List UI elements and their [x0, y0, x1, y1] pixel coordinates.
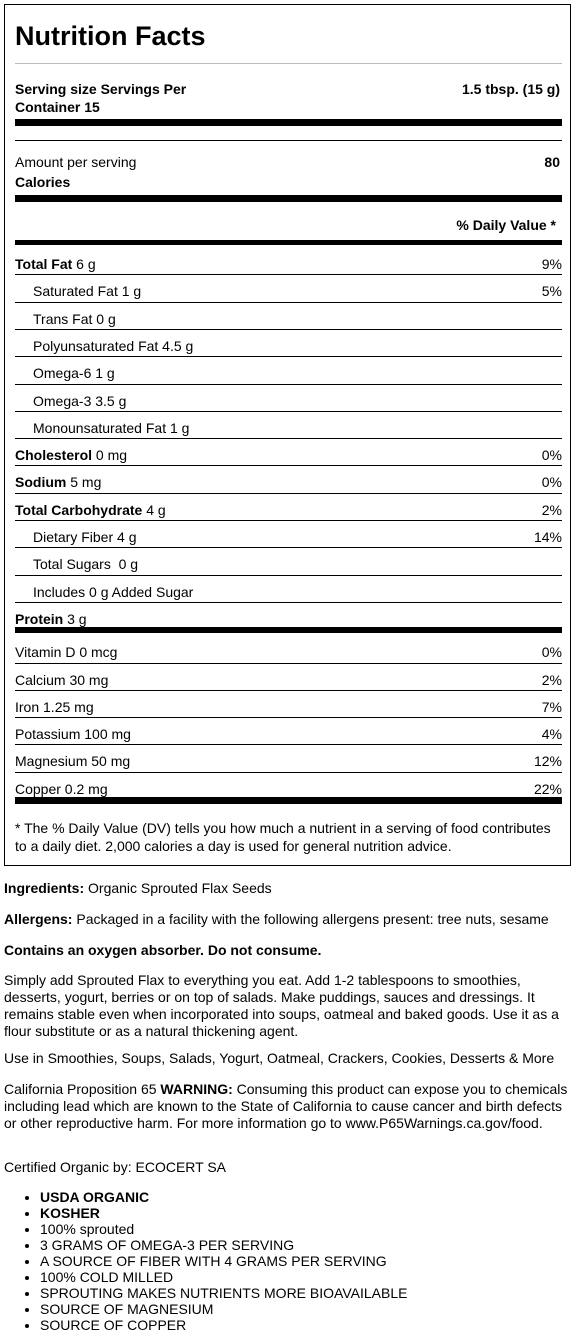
- nutrient-amount: 6 g: [72, 256, 96, 272]
- claim-item: • USDA ORGANIC: [40, 1189, 407, 1205]
- divider: [15, 302, 562, 303]
- nutrient-daily-value: 0%: [541, 644, 562, 661]
- claim-item: • 3 GRAMS OF OMEGA-3 PER SERVING: [40, 1237, 407, 1253]
- nutrient-name-bold: Cholesterol: [15, 447, 93, 464]
- nutrient-amount: 3 g: [63, 610, 87, 627]
- nutrient-name: [15, 502, 166, 518]
- divider: [15, 140, 562, 141]
- nutrient-name: [15, 611, 87, 627]
- divider: [15, 63, 562, 64]
- serving-info: Serving size Servings Per Container 15: [15, 81, 187, 115]
- claim-item: • SOURCE OF MAGNESIUM: [40, 1301, 407, 1317]
- nutrient-name: [15, 474, 101, 490]
- nutrient-daily-value: 2%: [541, 501, 562, 518]
- prop65-text: Consuming this product can expose you to chemicals including lead which are known to the State of California to cause cancer and birth defects or other reproductive harm. For more information go to www.P65Warnings.ca.gov/food.: [4, 1081, 568, 1131]
- divider: [15, 520, 562, 521]
- nutrient-daily-value: 9%: [541, 256, 562, 272]
- amount-per-serving: [15, 152, 136, 192]
- nutrient-amount: Copper 0.2 mg: [15, 780, 108, 797]
- nutrient-name: [15, 781, 108, 797]
- nutrient-amount: Includes 0 g Added Sugar: [33, 583, 194, 600]
- nutrient-amount: Monounsaturated Fat 1 g: [33, 419, 190, 436]
- thick-divider: [15, 627, 562, 633]
- prop65-notice: [4, 1081, 574, 1132]
- divider: [15, 493, 562, 494]
- nutrient-amount: Total Sugars 0 g: [33, 556, 139, 573]
- ingredients-label: Ingredients:: [4, 880, 85, 896]
- nutrient-amount: Vitamin D 0 mcg: [15, 644, 118, 661]
- allergens-text: Packaged in a facility with the following allergens present: tree nuts, sesame: [72, 911, 549, 927]
- oxygen-warning: Contains an oxygen absorber. Do not consume.: [4, 942, 322, 958]
- nutrient-daily-value: 12%: [533, 753, 562, 770]
- prop65-prefix: California Proposition 65: [4, 1081, 161, 1097]
- nutrient-name: [15, 256, 96, 272]
- divider: [15, 547, 562, 548]
- nutrient-amount: Iron 1.25 mg: [15, 698, 94, 715]
- nutrient-name: [33, 529, 136, 545]
- claim-item: • A SOURCE OF FIBER WITH 4 GRAMS PER SERVING: [40, 1253, 407, 1269]
- nutrient-daily-value: 2%: [541, 671, 562, 688]
- medium-divider: [15, 240, 562, 245]
- divider: [15, 465, 562, 466]
- claim-item: • SPROUTING MAKES NUTRIENTS MORE BIOAVAILABLE: [40, 1285, 407, 1301]
- nutrient-name: [33, 365, 115, 381]
- nutrient-amount: Omega-3 3.5 g: [33, 392, 127, 409]
- claim-item: • KOSHER: [40, 1205, 407, 1221]
- claim-item: • 100% COLD MILLED: [40, 1269, 407, 1285]
- claim-item: • 100% sprouted: [40, 1221, 407, 1237]
- divider: [15, 356, 562, 357]
- thick-divider: [15, 195, 562, 202]
- divider: [15, 690, 562, 691]
- claims-list: [4, 1189, 407, 1333]
- description: Simply add Sprouted Flax to everything you eat. Add 1-2 tablespoons to smoothies, desserts, yogurt, berries or on top of salads. Make puddings, sauces and dressings. It remains stable even when incorporated into soups, oatmeal and baked goods. Use it as a flour substitute or as a natural thickening agent.: [4, 972, 559, 1039]
- nutrient-name: [15, 753, 130, 769]
- nutrient-name: [15, 447, 127, 463]
- claim-item: • SOURCE OF COPPER: [40, 1317, 407, 1333]
- divider: [15, 438, 562, 439]
- nutrition-facts-label: [4, 4, 571, 866]
- nutrient-daily-value: 0%: [541, 474, 562, 491]
- certified-organic: Certified Organic by: ECOCERT SA: [4, 1159, 227, 1175]
- nutrient-amount: Magnesium 50 mg: [15, 753, 131, 770]
- prop65-warning: WARNING:: [160, 1081, 233, 1097]
- nutrient-name: [15, 644, 117, 660]
- allergens: [4, 911, 574, 928]
- ingredients-text: Organic Sprouted Flax Seeds: [84, 880, 272, 896]
- nutrient-name: [33, 393, 126, 409]
- divider: [15, 663, 562, 664]
- thick-divider: [15, 119, 562, 126]
- daily-value-header: % Daily Value *: [456, 217, 556, 233]
- nutrient-name-bold: Protein: [15, 610, 64, 627]
- nutrient-name: [33, 584, 193, 600]
- calories-value: 80: [544, 154, 560, 170]
- divider: [15, 602, 562, 603]
- calories-label: Calories: [15, 174, 71, 190]
- nutrient-name: [33, 311, 116, 327]
- nutrient-name: [33, 556, 138, 572]
- nutrient-amount: Saturated Fat 1 g: [33, 283, 142, 300]
- divider: [15, 274, 562, 275]
- nutrient-name-bold: Total Carbohydrate: [15, 501, 143, 518]
- nutrient-name: [15, 672, 108, 688]
- nutrient-daily-value: 4%: [541, 726, 562, 743]
- nutrient-daily-value: 5%: [541, 283, 562, 300]
- divider: [15, 384, 562, 385]
- nutrient-amount: 5 mg: [66, 474, 102, 491]
- divider: [15, 411, 562, 412]
- nutrient-name: [33, 420, 189, 436]
- nutrient-name: [33, 283, 141, 299]
- divider: [15, 717, 562, 718]
- nutrient-amount: Omega-6 1 g: [33, 365, 115, 382]
- nutrient-name: [15, 699, 94, 715]
- label-title: Nutrition Facts: [15, 21, 206, 51]
- nutrient-amount: Potassium 100 mg: [15, 726, 131, 743]
- nutrient-name-bold: Sodium: [15, 474, 67, 491]
- divider: [15, 772, 562, 773]
- allergens-label: Allergens:: [4, 911, 73, 927]
- nutrient-amount: Trans Fat 0 g: [33, 310, 116, 327]
- nutrient-daily-value: 7%: [541, 698, 562, 715]
- nutrient-amount: 4 g: [142, 501, 166, 518]
- thick-divider: [15, 797, 562, 804]
- uses: Use in Smoothies, Soups, Salads, Yogurt, Oatmeal, Crackers, Cookies, Desserts & More: [4, 1050, 555, 1066]
- ingredients: [4, 880, 574, 897]
- nutrient-amount: 0 mg: [92, 447, 128, 464]
- divider: [15, 744, 562, 745]
- nutrient-daily-value: 22%: [533, 780, 562, 797]
- nutrient-name: [33, 338, 193, 354]
- nutrient-amount: Dietary Fiber 4 g: [33, 529, 137, 545]
- divider: [15, 329, 562, 330]
- nutrient-daily-value: 14%: [533, 529, 562, 545]
- nutrient-daily-value: 0%: [541, 447, 562, 464]
- serving-size: 1.5 tbsp. (15 g): [461, 81, 560, 97]
- footnote: * The % Daily Value (DV) tells you how much a nutrient in a serving of food contributes to a daily diet. 2,000 calories a day is used for general nutrition advice.: [15, 820, 551, 854]
- amount-per-serving-label: Amount per serving: [15, 154, 137, 170]
- nutrient-amount: Polyunsaturated Fat 4.5 g: [33, 337, 194, 354]
- nutrient-name-bold: Total Fat: [15, 256, 73, 272]
- nutrient-name: [15, 726, 131, 742]
- divider: [15, 575, 562, 576]
- nutrient-amount: Calcium 30 mg: [15, 671, 109, 688]
